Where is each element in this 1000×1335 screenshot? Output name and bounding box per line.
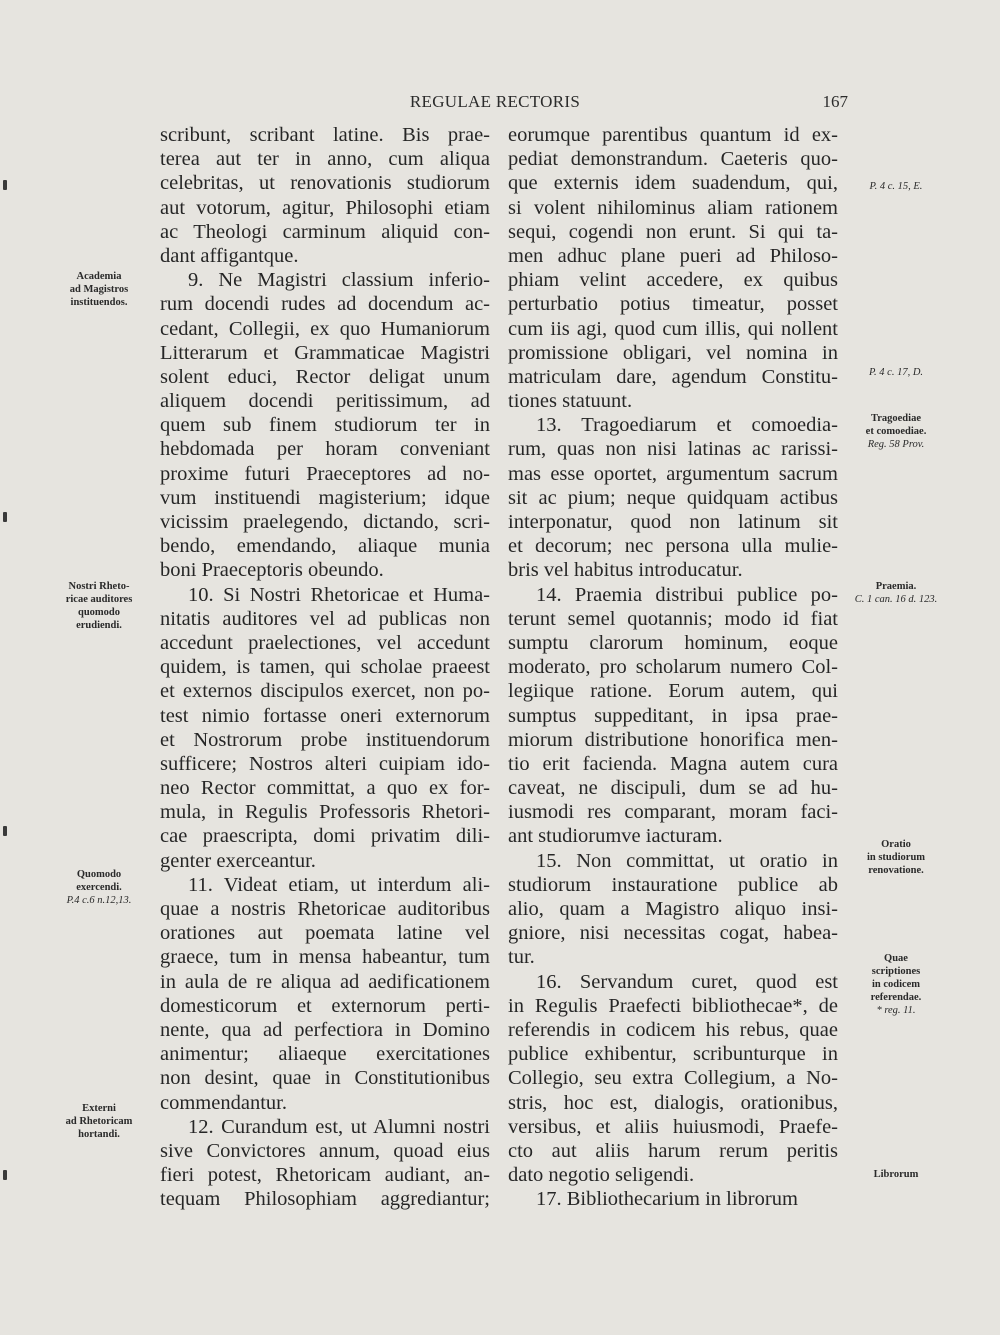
text-line: quidem, is tamen, qui scholae praeest	[160, 656, 490, 679]
text-line: tio erit facienda. Magna autem cura	[508, 752, 838, 775]
note-line: Quae	[884, 953, 908, 964]
text-line: bendo, emendando, aliaque munia	[160, 535, 490, 558]
text-line: rum, quas non nisi latinas ac rarissi-	[508, 438, 838, 461]
text-line: caveat, ne discipuli, dum se ad hu-	[508, 777, 838, 800]
note-line: Tragoediae	[871, 413, 921, 424]
note-line: ricae auditores	[65, 594, 133, 605]
note-line: ad Rhetoricam	[65, 1116, 133, 1127]
text-line: sive Convictores annum, quoad eius	[160, 1139, 490, 1162]
note-line: instituendos.	[70, 297, 128, 308]
text-line: matriculam dare, agendum Constitu-	[508, 365, 838, 388]
text-line: rum docendi rudes ad docendum ac-	[160, 293, 490, 316]
text-line: publice exhibentur, scribunturque in	[508, 1043, 838, 1066]
text-line: sufficere; Nostros alteri cuipiam ido-	[160, 752, 490, 775]
margin-note-right-1	[846, 180, 946, 193]
text-line: 14. Praemia distribui publice po-	[536, 583, 838, 606]
note-line: Quomodo	[76, 869, 122, 880]
note-line: Praemia.	[875, 581, 917, 592]
text-line: nitatis auditores vel ad publicas non	[160, 607, 490, 630]
margin-note-right-5	[846, 838, 946, 877]
text-line: commendantur.	[160, 1091, 287, 1114]
text-line: pediat demonstrandum. Caeteris quo-	[508, 148, 838, 171]
note-line: Externi	[82, 1103, 116, 1114]
note-line: exercendi.	[76, 882, 122, 893]
left-text-column	[160, 123, 490, 1211]
right-text-column	[508, 123, 838, 1211]
text-line: scribunt, scribant latine. Bis prae-	[160, 124, 490, 146]
note-line: renovatione.	[868, 865, 924, 876]
text-line: sequi, cogendi non erunt. Si qui ta-	[508, 220, 838, 243]
text-line: test nimio fortasse oneri externorum	[160, 704, 490, 727]
text-line: quae a nostris Rhetoricae auditoribus	[160, 898, 490, 920]
text-line: stris, hoc est, dialogis, orationibus,	[508, 1091, 838, 1114]
text-line: domesticorum et externorum perti-	[160, 994, 490, 1017]
note-reference: P. 4 c. 15, E.	[869, 181, 923, 192]
text-line: boni Praeceptoris obeundo.	[160, 559, 384, 582]
text-line: 15. Non committat, ut oratio in	[536, 849, 838, 872]
text-line: fieri potest, Rhetoricam audiant, an-	[160, 1164, 490, 1187]
text-line: tequam Philosophiam aggrediantur;	[160, 1188, 490, 1211]
text-line: 10. Si Nostri Rhetoricae et Huma-	[188, 583, 490, 606]
text-line: mula, in Regulis Professoris Rhetori-	[160, 801, 490, 824]
text-line: miorum distributione honorifica men-	[508, 728, 838, 751]
text-line: mas esse oportet, argumentum sacrum	[508, 462, 838, 485]
text-line: 12. Curandum est, ut Alumni nostri	[188, 1115, 490, 1138]
note-line: et comoediae.	[865, 426, 927, 437]
text-line: men adhuc plane pueri ad Philoso-	[508, 244, 838, 267]
note-line: erudiendi.	[76, 620, 122, 631]
note-line: Nostri Rheto-	[68, 581, 130, 592]
text-line: versibus, et aliis huiusmodi, Praefe-	[508, 1115, 838, 1138]
text-line: quem sub finem studiorum ter in	[160, 414, 490, 437]
note-reference: * reg. 11.	[876, 1005, 916, 1016]
note-reference: P. 4 c. 17, D.	[868, 367, 924, 378]
text-line: 16. Servandum curet, quod est	[536, 970, 838, 993]
text-line: dant affigantque.	[160, 244, 299, 267]
text-line: et Nostrorum probe instituendorum	[160, 728, 490, 751]
text-line: ant studiorumve iacturam.	[508, 825, 723, 848]
text-line: non desint, quae in Constitutionibus	[160, 1067, 490, 1090]
text-line: interponatur, quod non latinum sit	[508, 511, 838, 533]
text-line: que externis idem suadendum, qui,	[508, 172, 838, 195]
binding-mark	[3, 512, 7, 522]
text-line: hebdomada per horam conveniant	[160, 438, 490, 461]
text-line: celebritas, ut renovationis studiorum	[160, 172, 490, 195]
text-line: sumptu clarorum hominum, eoque	[508, 631, 838, 654]
text-line: aliquem docendi peritissimum, ad	[160, 390, 490, 413]
text-line: vicissim praelegendo, dictando, scri-	[160, 511, 490, 533]
note-line: Academia	[76, 271, 122, 282]
text-line: Collegio, seu extra Collegium, a No-	[508, 1067, 838, 1090]
text-line: studiorum instauratione publice ab	[508, 873, 838, 896]
note-reference: P.4 c.6 n.12,13.	[66, 895, 132, 906]
text-line: neo Rector committat, a quo ex for-	[160, 777, 490, 800]
note-line: hortandi.	[78, 1129, 120, 1140]
note-line: Librorum	[873, 1169, 919, 1180]
note-line: Oratio	[881, 839, 911, 850]
text-line: cto aut aliis harum rerum peritis	[508, 1139, 838, 1162]
margin-note-left-1	[44, 270, 154, 309]
text-line: nente, qua ad perfectiora in Domino	[160, 1018, 490, 1041]
note-line: referendae.	[870, 992, 922, 1003]
running-header: REGULAE RECTORIS	[409, 92, 581, 111]
text-line: 13. Tragoediarum et comoedia-	[536, 414, 838, 437]
text-line: si volent nihilominus aliam rationem	[508, 196, 838, 219]
text-line: in Regulis Praefecti bibliothecae*, de	[508, 994, 838, 1017]
text-line: et decorum; nec persona ulla mulie-	[508, 535, 838, 558]
text-line: 11. Videat etiam, ut interdum ali-	[188, 873, 490, 896]
text-line: 17. Bibliothecarium in librorum	[536, 1188, 798, 1211]
text-line: perturbatio potius timeatur, posset	[508, 293, 838, 316]
text-line: bris vel habitus introducatur.	[508, 559, 743, 582]
text-line: animentur; aliaeque exercitationes	[160, 1043, 490, 1066]
margin-note-left-3	[44, 868, 154, 907]
text-line: terunt semel quotannis; modo id fiat	[508, 607, 838, 630]
text-line: Litterarum et Grammaticae Magistri	[160, 341, 490, 364]
note-line: quomodo	[77, 607, 120, 618]
text-line: dato negotio seligendi.	[508, 1164, 695, 1187]
margin-note-right-6	[846, 952, 946, 1017]
text-line: accedunt praelectiones, vel accedunt	[160, 631, 490, 654]
text-line: referendis in codicem his rebus, quae	[508, 1018, 838, 1041]
note-reference: C. 1 can. 16 d. 123.	[854, 594, 938, 605]
binding-mark	[3, 826, 7, 836]
text-line: graece, tum in mensa habeantur, tum	[160, 946, 490, 969]
text-line: terea aut ter in anno, cum aliqua	[160, 148, 490, 171]
text-line: sit ac pium; neque quidquam actibus	[508, 486, 838, 509]
margin-note-right-4	[846, 580, 946, 606]
text-line: alio, quam a Magistro aliquo insi-	[508, 898, 838, 920]
text-line: legiique ratione. Eorum autem, qui	[508, 680, 838, 703]
text-line: iusmodi res comparant, moram faci-	[508, 801, 838, 824]
text-line: solent educi, Rector deligat unum	[160, 365, 490, 388]
margin-note-right-2	[846, 366, 946, 379]
text-line: tiones statuunt.	[508, 390, 633, 413]
text-line: in aula de re aliqua ad aedificationem	[160, 970, 490, 993]
note-line: scriptiones	[871, 966, 921, 977]
text-line: eorumque parentibus quantum id ex-	[508, 124, 838, 146]
text-line: 9. Ne Magistri classium inferio-	[188, 269, 490, 292]
text-line: genter exerceantur.	[160, 849, 316, 872]
text-line: et externos discipulos exercet, non po-	[160, 680, 490, 703]
margin-note-right-7	[846, 1168, 946, 1181]
text-line: sumptus suppeditant, in ipsa prae-	[508, 704, 838, 727]
text-line: tur.	[508, 946, 535, 969]
text-line: promissione obligari, vel nomina in	[508, 341, 838, 364]
text-line: cedant, Collegii, ex quo Humaniorum	[160, 317, 490, 340]
text-line: proxime futuri Praeceptores ad no-	[160, 462, 490, 485]
margin-note-left-2	[44, 580, 154, 632]
note-line: ad Magistros	[69, 284, 129, 295]
text-line: aut votorum, agitur, Philosophi etiam	[160, 196, 490, 219]
page-number: 167	[822, 92, 848, 111]
margin-note-right-3	[846, 412, 946, 451]
text-line: cum iis agi, quod cum illis, qui nollent	[508, 317, 838, 340]
text-line: gniore, nisi necessitas cogat, habea-	[508, 922, 838, 945]
note-line: in codicem	[871, 979, 921, 990]
text-line: cae praescripta, domi privatim dili-	[160, 825, 490, 848]
text-line: moderato, pro scholarum numero Col-	[508, 656, 838, 679]
text-line: phiam velint accedere, ex quibus	[508, 269, 838, 292]
note-line: in studiorum	[866, 852, 926, 863]
text-line: ac Theologi carminum aliquid con-	[160, 220, 490, 243]
note-reference: Reg. 58 Prov.	[867, 439, 925, 450]
binding-mark	[3, 1170, 7, 1180]
text-line: vum instituendi magisterium; idque	[160, 486, 490, 509]
margin-note-left-4	[44, 1102, 154, 1141]
binding-mark	[3, 180, 7, 190]
text-line: orationes aut poemata latine vel	[160, 922, 490, 945]
